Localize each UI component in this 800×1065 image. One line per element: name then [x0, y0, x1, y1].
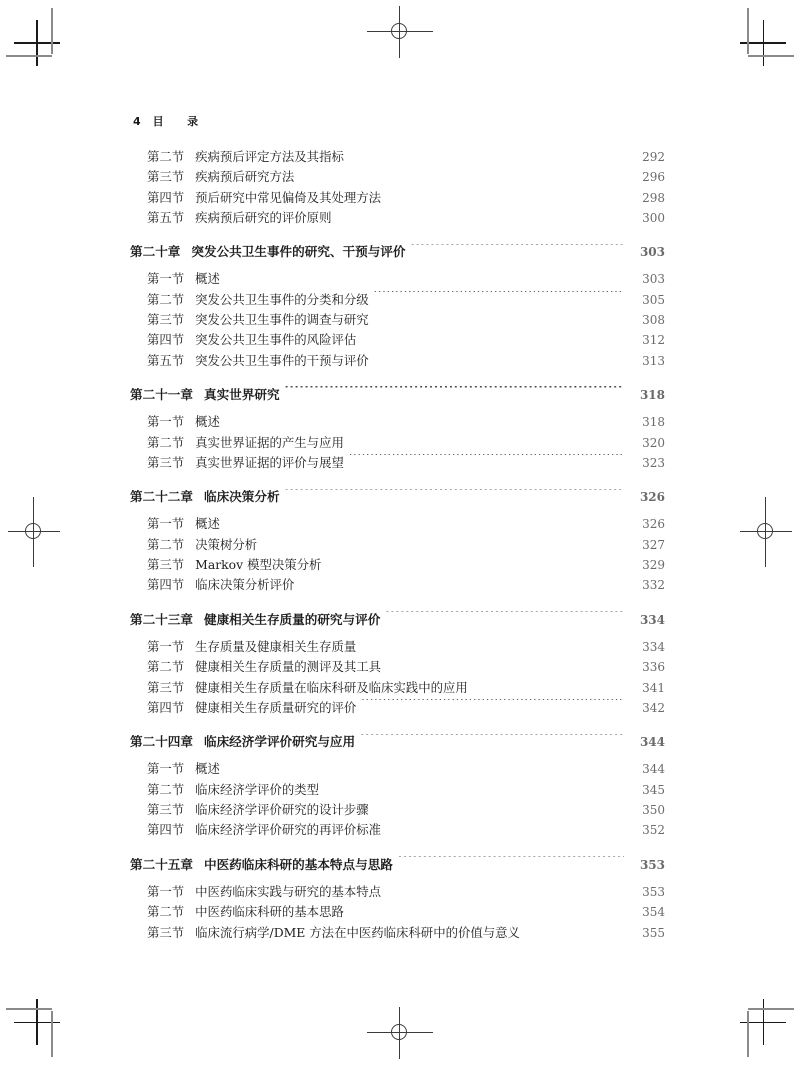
crop-mark-horizontal-rule-gray [6, 55, 52, 57]
toc-dot-leader [361, 639, 624, 651]
toc-section-row[interactable] [0, 208, 800, 228]
toc-entry-page-number: 318 [642, 415, 665, 430]
toc-entry-number: 第一节 [147, 271, 185, 287]
toc-section-row[interactable] [0, 147, 800, 167]
toc-entry-title: 临床经济学评价研究的再评价标准 [195, 822, 382, 838]
toc-entry-title: 概述 [195, 761, 220, 777]
toc-dot-leader [386, 659, 624, 671]
toc-entry-number: 第五节 [147, 209, 185, 225]
toc-entry-number: 第二十二章 [130, 489, 193, 505]
toc-dot-leader [361, 699, 624, 711]
toc-entry-title: 决策树分析 [195, 536, 258, 552]
toc-dot-leader [225, 271, 624, 283]
toc-chapter-row[interactable] [0, 610, 800, 630]
toc-entry-page-number: 336 [642, 660, 665, 675]
toc-chapter-row[interactable] [0, 385, 800, 405]
running-head: 4 目 录 [133, 115, 199, 128]
toc-entry-number: 第三节 [147, 312, 185, 328]
toc-entry-title: 中医药临床科研的基本思路 [195, 904, 344, 920]
toc-entry-page-number: 303 [642, 272, 665, 287]
toc-section-row[interactable] [0, 637, 800, 657]
toc-entry-number: 第四节 [147, 332, 185, 348]
toc-entry-title: 健康相关生存质量研究的评价 [195, 699, 357, 715]
toc-section-row[interactable] [0, 514, 800, 534]
toc-entry-page-number: 344 [639, 735, 665, 750]
toc-entry-number: 第四节 [147, 577, 185, 593]
toc-entry-page-number: 341 [642, 680, 665, 695]
toc-entry-title: 概述 [195, 516, 220, 532]
toc-entry-page-number: 342 [642, 700, 665, 715]
toc-dot-leader [326, 557, 624, 569]
toc-entry-title: 概述 [195, 271, 220, 287]
toc-entry-number: 第二节 [147, 781, 185, 797]
toc-entry-number: 第五节 [147, 352, 185, 368]
toc-dot-leader [385, 611, 624, 624]
toc-entry-number: 第四节 [147, 822, 185, 838]
toc-dot-leader [285, 489, 624, 502]
toc-entry-title: 真实世界证据的产生与应用 [195, 434, 344, 450]
toc-dot-leader [525, 924, 624, 936]
toc-entry-page-number: 329 [642, 558, 665, 573]
toc-entry-number: 第二节 [147, 536, 185, 552]
toc-entry-title: 疾病预后研究的评价原则 [195, 209, 332, 225]
toc-section-row[interactable] [0, 780, 800, 800]
toc-dot-leader [473, 679, 624, 691]
toc-entry-page-number: 353 [642, 884, 665, 899]
toc-entry-number: 第四节 [147, 189, 185, 205]
toc-section-row[interactable] [0, 575, 800, 595]
toc-dot-leader [386, 189, 624, 201]
toc-entry-page-number: 326 [642, 517, 665, 532]
toc-chapter-row[interactable] [0, 732, 800, 752]
toc-entry-number: 第三节 [147, 557, 185, 573]
toc-dot-leader [336, 210, 624, 222]
toc-section-row[interactable] [0, 269, 800, 289]
toc-section-row[interactable] [0, 535, 800, 555]
toc-entry-page-number: 292 [642, 150, 665, 164]
toc-entry-number: 第二十一章 [130, 386, 193, 402]
toc-entry-page-number: 350 [642, 803, 665, 818]
toc-entry-title: 临床经济学评价研究的设计步骤 [195, 802, 369, 818]
toc-dot-leader [386, 822, 624, 834]
toc-dot-leader [349, 904, 624, 916]
toc-section-row[interactable] [0, 555, 800, 575]
toc-dot-leader [374, 312, 624, 324]
toc-dot-leader [299, 169, 624, 181]
toc-entry-title: 临床经济学评价的类型 [195, 781, 320, 797]
toc-dot-leader [360, 734, 624, 747]
toc-entry-page-number: 327 [642, 537, 665, 552]
toc-chapter-row[interactable] [0, 242, 800, 262]
crop-mark-vertical-rule-gray [51, 8, 53, 54]
toc-entry-number: 第二十五章 [130, 856, 193, 872]
toc-entry-number: 第二节 [147, 659, 185, 675]
toc-entry-page-number: 345 [642, 782, 665, 797]
toc-entry-title: 突发公共卫生事件的干预与评价 [195, 352, 369, 368]
toc-entry-number: 第四节 [147, 699, 185, 715]
crop-mark-horizontal-rule-gray [748, 55, 794, 57]
toc-dot-leader [225, 761, 624, 773]
toc-section-row[interactable] [0, 902, 800, 922]
toc-entry-number: 第二十四章 [130, 734, 193, 750]
toc-dot-leader [324, 781, 624, 793]
toc-entry-page-number: 296 [642, 170, 665, 185]
toc-entry-number: 第二节 [147, 904, 185, 920]
toc-entry-page-number: 318 [639, 387, 665, 402]
toc-entry-number: 第一节 [147, 414, 185, 430]
toc-entry-title: 突发公共卫生事件的风险评估 [195, 332, 357, 348]
toc-entry-page-number: 303 [639, 245, 665, 260]
toc-entry-title: 突发公共卫生事件的研究、干预与评价 [191, 244, 406, 260]
toc-entry-number: 第三节 [147, 924, 185, 940]
toc-entry-title: 中医药临床科研的基本特点与思路 [203, 856, 393, 872]
crop-mark-vertical-rule-gray [747, 8, 749, 54]
toc-dot-leader [374, 802, 624, 814]
toc-entry-title: 概述 [195, 414, 220, 430]
toc-section-row[interactable] [0, 351, 800, 371]
toc-entry-title: 疾病预后评定方法及其指标 [195, 149, 344, 164]
toc-entry-title: 预后研究中常见偏倚及其处理方法 [195, 189, 382, 205]
toc-entry-number: 第三节 [147, 802, 185, 818]
crop-mark-horizontal-rule [14, 42, 60, 44]
toc-chapter-row[interactable] [0, 855, 800, 875]
crop-mark-horizontal-rule-gray [6, 1008, 52, 1010]
toc-entry-page-number: 352 [642, 823, 665, 838]
crop-mark-top-left [14, 12, 86, 84]
toc-section-row[interactable] [0, 820, 800, 840]
registration-circle-icon [391, 23, 407, 39]
toc-entry-page-number: 323 [642, 455, 665, 470]
toc-entry-page-number: 305 [642, 292, 665, 307]
toc-entry-title: 突发公共卫生事件的调查与研究 [195, 312, 369, 328]
toc-entry-title: 临床决策分析评价 [195, 577, 295, 593]
toc-entry-page-number: 300 [642, 210, 665, 225]
toc-section-row[interactable] [0, 310, 800, 330]
toc-section-row[interactable] [0, 882, 800, 902]
toc-entry-title: 健康相关生存质量的测评及其工具 [195, 659, 382, 675]
crop-mark-horizontal-rule-gray [748, 1008, 794, 1010]
toc-dot-leader [225, 516, 624, 528]
crop-mark-bottom-left [14, 981, 86, 1053]
toc-entry-title: 临床决策分析 [203, 489, 280, 505]
toc-entry-title: 临床流行病学/DME 方法在中医药临床科研中的价值与意义 [195, 924, 520, 940]
toc-entry-number: 第二节 [147, 149, 185, 164]
toc-dot-leader [374, 291, 624, 303]
toc-section-row[interactable] [0, 678, 800, 698]
toc-entry-number: 第一节 [147, 761, 185, 777]
toc-section-row[interactable] [0, 923, 800, 943]
toc-entry-number: 第二十三章 [130, 611, 193, 627]
toc-dot-leader [262, 536, 624, 548]
toc-dot-leader [225, 414, 624, 426]
toc-entry-title: 中医药临床实践与研究的基本特点 [195, 883, 382, 899]
toc-section-row[interactable] [0, 433, 800, 453]
toc-entry-page-number: 332 [642, 578, 665, 593]
toc-entry-title: 疾病预后研究方法 [195, 169, 295, 185]
toc-entry-title: 真实世界证据的评价与展望 [195, 454, 344, 470]
toc-dot-leader [299, 577, 624, 589]
crop-mark-bottom-right [714, 981, 786, 1053]
registration-mark-top [372, 4, 428, 60]
toc-section-row[interactable] [0, 698, 800, 718]
toc-entry-page-number: 308 [642, 313, 665, 328]
toc-dot-leader [285, 386, 624, 399]
toc-dot-leader [398, 856, 624, 869]
toc-section-row[interactable] [0, 657, 800, 677]
registration-mark-bottom [372, 1005, 428, 1061]
toc-chapter-row[interactable] [0, 487, 800, 507]
toc-entry-title: 突发公共卫生事件的分类和分级 [195, 291, 369, 307]
toc-entry-number: 第三节 [147, 169, 185, 185]
toc-section-row[interactable] [0, 412, 800, 432]
crop-mark-horizontal-rule [14, 1022, 60, 1024]
toc-entry-page-number: 313 [642, 353, 665, 368]
toc-entry-number: 第一节 [147, 516, 185, 532]
toc-dot-leader [349, 149, 624, 161]
toc-entry-title: 健康相关生存质量在临床科研及临床实践中的应用 [195, 679, 468, 695]
toc-entry-page-number: 354 [642, 905, 665, 920]
toc-section-row[interactable] [0, 453, 800, 473]
toc-entry-page-number: 355 [642, 925, 665, 940]
toc-section-row[interactable] [0, 188, 800, 208]
toc-entry-page-number: 334 [639, 612, 665, 627]
toc-entry-title: 临床经济学评价研究与应用 [203, 734, 356, 750]
toc-section-row[interactable] [0, 330, 800, 350]
toc-section-row[interactable] [0, 759, 800, 779]
toc-entry-page-number: 334 [642, 639, 665, 654]
toc-entry-page-number: 326 [639, 490, 665, 505]
toc-section-row[interactable] [0, 290, 800, 310]
toc-entry-number: 第三节 [147, 454, 185, 470]
crop-mark-vertical-rule-gray [51, 1011, 53, 1057]
toc-dot-leader [374, 352, 624, 364]
toc-entry-page-number: 320 [642, 435, 665, 450]
toc-entry-title: 生存质量及健康相关生存质量 [195, 638, 357, 654]
crop-mark-vertical-rule-gray [747, 1011, 749, 1057]
toc-dot-leader [361, 332, 624, 344]
toc-dot-leader [349, 434, 624, 446]
toc-dot-leader [386, 884, 624, 896]
toc-entry-page-number: 353 [639, 857, 665, 872]
toc-section-row[interactable] [0, 800, 800, 820]
toc-entry-page-number: 344 [642, 762, 665, 777]
toc-entry-page-number: 312 [642, 333, 665, 348]
toc-section-row[interactable] [0, 167, 800, 187]
toc-dot-leader [349, 454, 624, 466]
toc-entry-number: 第二节 [147, 434, 185, 450]
toc-entry-number: 第二十章 [130, 244, 181, 260]
toc-entry-page-number: 298 [642, 190, 665, 205]
toc-entry-number: 第一节 [147, 883, 185, 899]
toc-entry-title: 健康相关生存质量的研究与评价 [203, 611, 381, 627]
toc-dot-leader [410, 244, 624, 257]
crop-mark-top-right [714, 12, 786, 84]
toc-entry-number: 第一节 [147, 638, 185, 654]
toc-entry-title: Markov 模型决策分析 [195, 557, 322, 573]
toc-entry-number: 第三节 [147, 679, 185, 695]
table-of-contents [0, 147, 800, 943]
registration-circle-icon [391, 1024, 407, 1040]
toc-entry-number: 第二节 [147, 291, 185, 307]
toc-entry-title: 真实世界研究 [203, 386, 280, 402]
